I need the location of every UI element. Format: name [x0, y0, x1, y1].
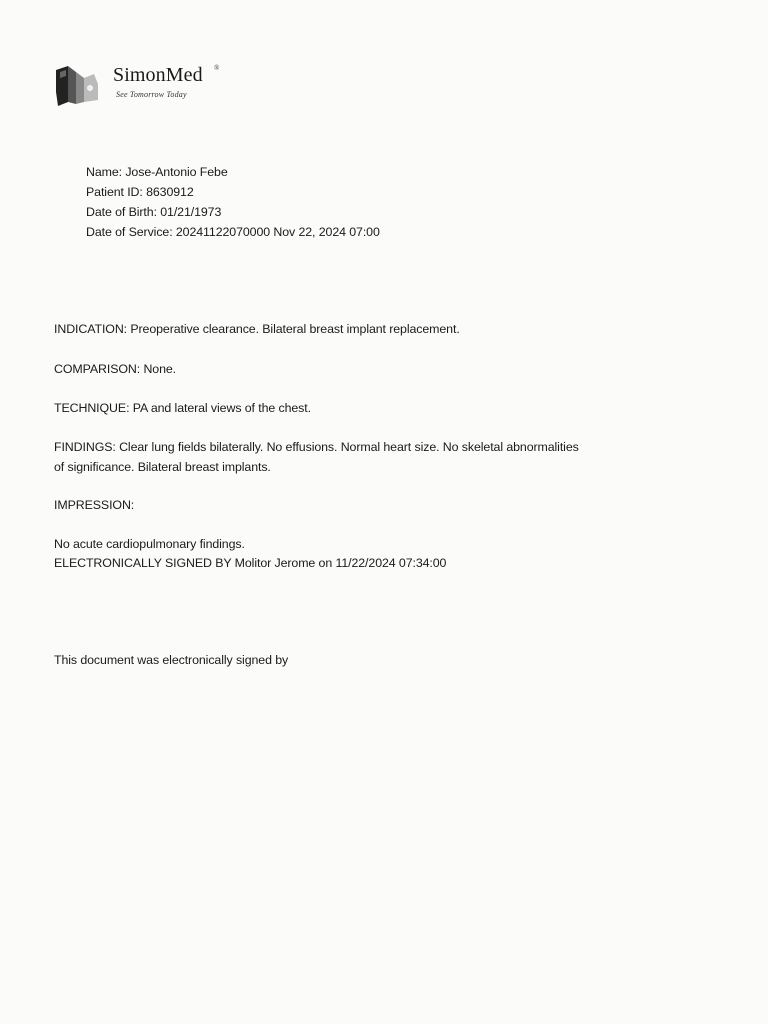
impression-text: No acute cardiopulmonary findings.: [54, 537, 245, 551]
simonmed-logo: [54, 62, 254, 112]
patient-dob: Date of Birth: 01/21/1973: [86, 205, 222, 219]
electronic-signature: ELECTRONICALLY SIGNED BY Molitor Jerome on 11/22/2024 07:34:00: [54, 556, 447, 570]
patient-id: Patient ID: 8630912: [86, 185, 194, 199]
findings-line-1: FINDINGS: Clear lung fields bilaterally. No effusions. Normal heart size. No skeletal abnormalities: [54, 440, 579, 454]
impression-label: IMPRESSION:: [54, 498, 135, 512]
indication-section: INDICATION: Preoperative clearance. Bilateral breast implant replacement.: [54, 322, 460, 336]
comparison-section: COMPARISON: None.: [54, 362, 177, 376]
findings-line-2: of significance. Bilateral breast implants.: [54, 460, 271, 474]
technique-section: TECHNIQUE: PA and lateral views of the chest.: [54, 401, 311, 415]
patient-name: Name: Jose-Antonio Febe: [86, 165, 228, 179]
date-of-service: Date of Service: 20241122070000 Nov 22, 2024 07:00: [86, 225, 380, 239]
brand-name: SimonMed: [113, 64, 203, 86]
logo-mark-icon: [54, 62, 102, 108]
brand-registered-mark: ®: [214, 64, 220, 72]
brand-tagline: See Tomorrow Today: [116, 90, 187, 99]
signed-note: This document was electronically signed by: [54, 653, 289, 667]
